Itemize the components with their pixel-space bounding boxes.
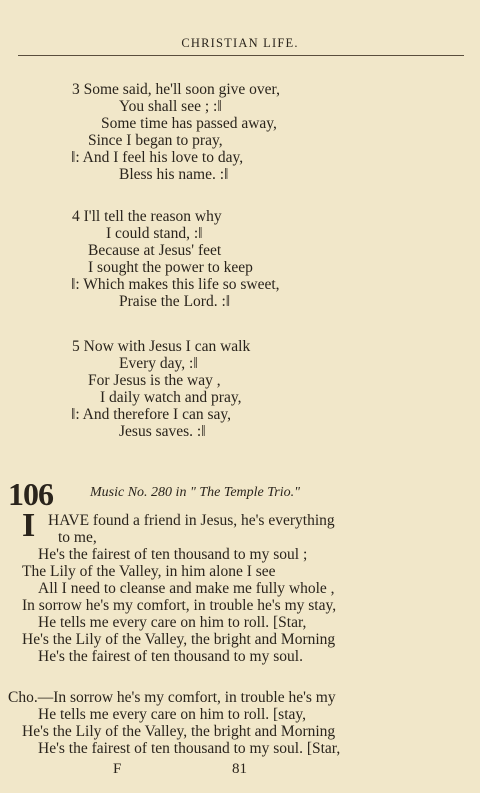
hymn-line-2: to me, [58,529,97,546]
hymn-line-3: He's the fairest of ten thousand to my soul ; [38,546,308,563]
stanza-3-line-3: Some time has passed away, [101,115,277,132]
drop-cap: I [22,507,36,544]
stanza-4-line-5: ‖: Which makes this life so sweet, [71,276,280,293]
stanza-4-line-3: Because at Jesus' feet [88,242,222,259]
chorus-line-1: Cho.—In sorrow he's my comfort, in trouble he's my [8,689,336,706]
stanza-5-line-2: Every day, :‖ [119,355,198,372]
stanza-5-line-5: ‖: And therefore I can say, [71,406,232,423]
chorus-line-3: He's the Lily of the Valley, the bright and Morning [22,723,336,740]
stanza-5-line-1: 5 Now with Jesus I can walk [72,338,251,355]
stanza-4-line-2: I could stand, :‖ [106,225,203,242]
stanza-5-line-4: I daily watch and pray, [100,389,242,406]
hymn-line-7: He tells me every care on him to roll. [Star, [38,614,307,631]
music-reference: Music No. 280 in " The Temple Trio." [90,485,300,500]
stanza-3-line-2: You shall see ; :‖ [119,98,222,115]
stanza-5-line-3: For Jesus is the way , [88,372,221,389]
stanza-4-line-4: I sought the power to keep [88,259,253,276]
hymn-line-9: He's the fairest of ten thousand to my soul. [38,648,303,665]
stanza-3-line-4: Since I began to pray, [88,132,223,149]
stanza-4-line-1: 4 I'll tell the reason why [72,208,222,225]
hymn-number: 106 [8,476,53,512]
stanza-4-line-6: Praise the Lord. :‖ [119,293,231,310]
signature-mark: F [113,761,122,777]
page-number: 81 [232,761,247,777]
stanza-3-line-6: Bless his name. :‖ [119,166,229,183]
hymn-line-6: In sorrow he's my comfort, in trouble he's my stay, [22,597,337,614]
stanza-3-line-1: 3 Some said, he'll soon give over, [72,81,280,98]
hymn-line-8: He's the Lily of the Valley, the bright and Morning [22,631,336,648]
header-divider [18,55,464,56]
chorus-line-4: He's the fairest of ten thousand to my soul. [Star, [38,740,341,757]
hymn-line-5: All I need to cleanse and make me fully whole , [38,580,335,597]
hymn-line-4: The Lily of the Valley, in him alone I see [22,563,276,580]
chorus-line-2: He tells me every care on him to roll. [stay, [38,706,307,723]
running-header: CHRISTIAN LIFE. [181,36,299,50]
stanza-5-line-6: Jesus saves. :‖ [119,423,206,440]
hymn-line-1: HAVE found a friend in Jesus, he's everything [48,512,335,529]
stanza-3-line-5: ‖: And I feel his love to day, [71,149,244,166]
